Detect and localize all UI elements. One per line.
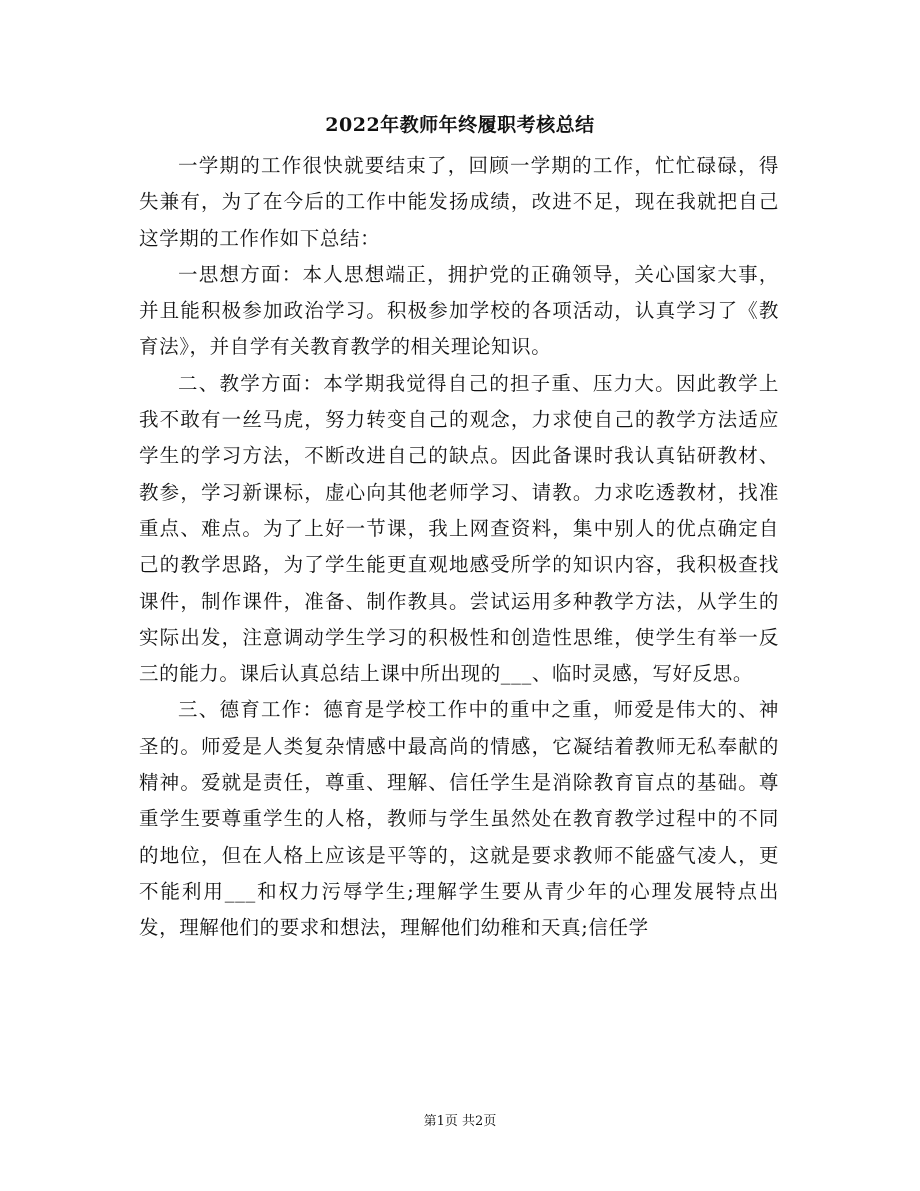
paragraph-intro: 一学期的工作很快就要结束了，回顾一学期的工作，忙忙碌碌，得失兼有，为了在今后的工作中能发扬成绩，改进不足，现在我就把自己这学期的工作作如下总结： [139, 154, 779, 250]
paragraph-moral-education: 三、德育工作：德育是学校工作中的重中之重，师爱是伟大的、神圣的。师爱是人类复杂情感中最高尚的情感，它凝结着教师无私奉献的精神。爱就是责任，尊重、理解、信任学生是消除教育盲点的基础。尊重学生要尊重学生的人格，教师与学生虽然处在教育教学过程中的不同的地位，但在人格上应该是平等的，这就是要求教师不能盛气凌人，更不能利用___和权力污辱学生;理解学生要从青少年的心理发展特点出发，理解他们的要求和想法，理解他们幼稚和天真;信任学 [139, 698, 779, 940]
page-number: 第1页 共2页 [423, 1114, 497, 1129]
paragraph-teaching: 二、教学方面：本学期我觉得自己的担子重、压力大。因此教学上我不敢有一丝马虎，努力转变自己的观念，力求使自己的教学方法适应学生的学习方法，不断改进自己的缺点。因此备课时我认真钻研教材、教参，学习新课标，虚心向其他老师学习、请教。力求吃透教材，找准重点、难点。为了上好一节课，我上网查资料，集中别人的优点确定自己的教学思路，为了学生能更直观地感受所学的知识内容，我积极查找课件，制作课件，准备、制作教具。尝试运用多种教学方法，从学生的实际出发，注意调动学生学习的积极性和创造性思维，使学生有举一反三的能力。课后认真总结上课中所出现的___、临时灵感，写好反思。 [139, 371, 779, 686]
paragraph-thought: 一思想方面：本人思想端正，拥护党的正确领导，关心国家大事，并且能积极参加政治学习。积极参加学校的各项活动，认真学习了《教育法》，并自学有关教育教学的相关理论知识。 [139, 262, 779, 359]
document-body [139, 148, 779, 947]
document-title: 2022年教师年终履职考核总结 [325, 114, 595, 136]
